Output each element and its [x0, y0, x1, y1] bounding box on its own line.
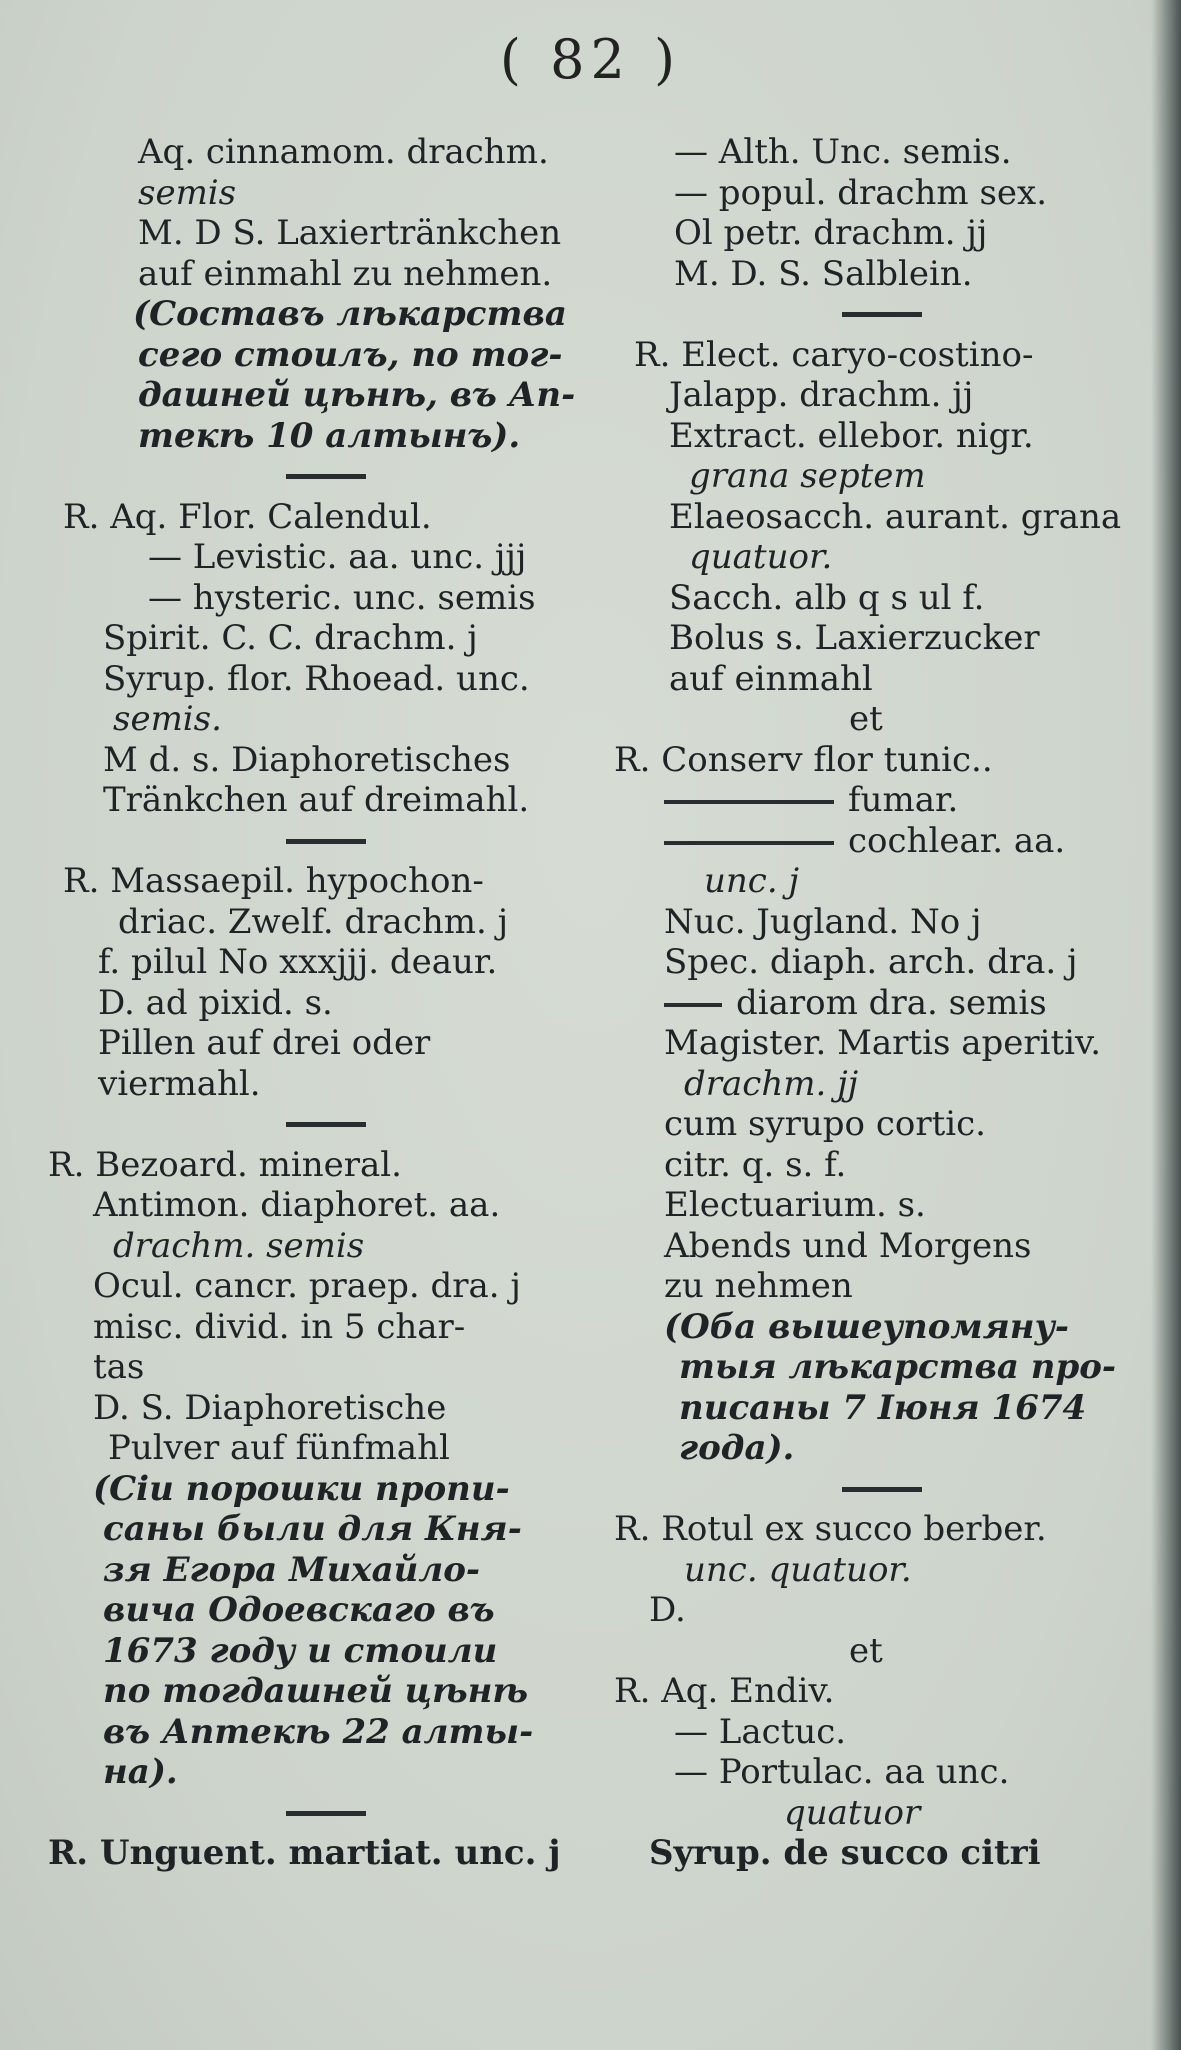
text-line	[48, 1226, 603, 1267]
line-text: Jalapp. drachm. jj	[669, 375, 974, 415]
line-text: Elaeosacch. aurant. grana	[669, 496, 1122, 537]
line-text: Pillen auf drei oder	[98, 1023, 431, 1063]
line-text: semis	[138, 172, 237, 213]
line-text: driac. Zwelf. drachm. j	[118, 901, 509, 942]
right-column	[614, 132, 1149, 1874]
text-line	[48, 1145, 603, 1186]
line-text: (Сіи порошки пропи-	[93, 1468, 510, 1509]
line-text: cum syrupo cortic.	[664, 1104, 986, 1144]
line-text: R. Elect. caryo-costino-	[634, 334, 1034, 375]
text-line	[614, 1266, 1149, 1307]
line-text: Aq. cinnamom. drachm.	[138, 132, 549, 172]
line-text: quatuor.	[689, 537, 833, 577]
line-text: Tränkchen auf dreimahl.	[103, 780, 530, 820]
text-line	[614, 1226, 1149, 1267]
line-text: et	[849, 1630, 883, 1671]
section-divider	[48, 1104, 603, 1145]
text-line	[614, 1023, 1149, 1064]
text-line	[614, 375, 1149, 416]
line-text: R. Rotul ex succo berber.	[614, 1509, 1047, 1549]
text-line	[614, 1104, 1149, 1145]
line-text: R. Massaepil. hypochon-	[63, 861, 484, 901]
text-line	[48, 1671, 603, 1712]
line-text: R. Aq. Flor. Calendul.	[63, 496, 432, 537]
line-text: auf einmahl	[669, 658, 873, 699]
text-line	[48, 1752, 603, 1793]
line-text: Nuc. Jugland. No j	[664, 901, 982, 942]
line-text: Spirit. C. C. drachm. j	[103, 618, 478, 658]
text-line	[48, 1023, 603, 1064]
line-text: fumar.	[848, 780, 959, 820]
line-text: сего стоилъ, по тог-	[138, 334, 563, 375]
line-text: zu nehmen	[664, 1266, 853, 1306]
line-text: misc. divid. in 5 char-	[93, 1306, 466, 1347]
text-line	[614, 1388, 1149, 1429]
text-line	[48, 254, 603, 295]
text-line	[48, 132, 603, 173]
text-line	[48, 1550, 603, 1591]
text-line	[48, 1509, 603, 1550]
text-line	[614, 699, 1149, 740]
line-text: f. pilul No xxxjjj. deaur.	[98, 942, 498, 982]
text-line	[614, 821, 1149, 862]
line-text: M d. s. Diaphoretisches	[103, 739, 511, 780]
page-number: ( 82 )	[499, 28, 682, 91]
line-text: D.	[649, 1590, 686, 1630]
line-text: D. S. Diaphoretische	[93, 1387, 447, 1428]
line-text: (Составъ лѣкарства	[133, 294, 567, 334]
page-edge-shadow	[1151, 0, 1181, 2050]
ditto-dash	[664, 800, 834, 804]
line-text: тыя лѣкарства про-	[679, 1347, 1117, 1387]
text-line	[48, 1631, 603, 1672]
line-text: Syrup. flor. Rhoead. unc.	[103, 658, 530, 699]
line-text: unc. quatuor.	[684, 1549, 912, 1590]
text-line	[614, 1671, 1149, 1712]
text-line	[48, 1428, 603, 1469]
text-line	[614, 132, 1149, 173]
text-line	[48, 942, 603, 983]
text-line	[48, 1469, 603, 1510]
section-divider	[614, 294, 1149, 335]
text-line	[614, 1631, 1149, 1672]
section-divider	[614, 1469, 1149, 1510]
line-text: D. ad pixid. s.	[98, 982, 333, 1023]
line-text: по тогдашней цѣнѣ	[103, 1671, 529, 1711]
line-text: на).	[103, 1752, 178, 1792]
text-line	[614, 1185, 1149, 1226]
line-text: вича Одоевскаго въ	[103, 1590, 495, 1630]
line-text: Spec. diaph. arch. dra. j	[664, 942, 1078, 982]
text-line	[48, 335, 603, 376]
text-line	[48, 902, 603, 943]
text-line	[614, 1550, 1149, 1591]
text-line	[48, 740, 603, 781]
line-text: (Оба вышеупомяну-	[664, 1306, 1070, 1347]
text-line	[614, 254, 1149, 295]
text-line	[614, 537, 1149, 578]
text-line	[614, 1833, 1149, 1874]
text-line	[48, 416, 603, 457]
line-text: R. Conserv flor tunic..	[614, 739, 993, 780]
text-line	[48, 1347, 603, 1388]
text-line	[48, 173, 603, 214]
line-text: tas	[93, 1347, 145, 1387]
text-line	[614, 416, 1149, 457]
line-text: Syrup. de succo citri	[649, 1833, 1041, 1873]
text-line	[614, 578, 1149, 619]
line-text: M. D. S. Salblein.	[674, 253, 973, 294]
text-line	[48, 213, 603, 254]
line-text: Bolus s. Laxierzucker	[669, 618, 1040, 658]
text-line	[614, 659, 1149, 700]
line-text: Ocul. cancr. praep. dra. j	[93, 1266, 521, 1306]
line-text: R. Aq. Endiv.	[614, 1671, 835, 1711]
text-line	[614, 983, 1149, 1024]
line-text: — Alth. Unc. semis.	[674, 132, 1012, 172]
line-text: — Lactuc.	[674, 1711, 847, 1752]
line-text: — Portulac. aa unc.	[674, 1752, 1010, 1792]
line-text: зя Егора Михайло-	[103, 1549, 481, 1590]
line-text: — hysteric. unc. semis	[148, 577, 536, 618]
text-line	[48, 578, 603, 619]
line-text: citr. q. s. f.	[664, 1144, 847, 1185]
text-line	[48, 780, 603, 821]
text-line	[48, 1185, 603, 1226]
text-line	[48, 983, 603, 1024]
line-text: Ol petr. drachm. jj	[674, 213, 988, 253]
line-text: R. Bezoard. mineral.	[48, 1144, 402, 1185]
text-line	[614, 780, 1149, 821]
text-line	[614, 861, 1149, 902]
text-line	[614, 1145, 1149, 1186]
text-line	[614, 618, 1149, 659]
text-line	[614, 902, 1149, 943]
text-line	[614, 1793, 1149, 1834]
text-line	[614, 173, 1149, 214]
text-line	[48, 1307, 603, 1348]
line-text: писаны 7 Іюня 1674	[679, 1387, 1087, 1428]
text-line	[48, 1590, 603, 1631]
line-text: semis.	[113, 699, 222, 739]
line-text: drachm. jj	[684, 1063, 859, 1104]
text-line	[614, 497, 1149, 538]
line-text: R. Unguent. martiat. unc. j	[48, 1833, 561, 1873]
line-text: et	[849, 699, 883, 739]
line-text: года).	[679, 1428, 795, 1468]
section-divider	[48, 456, 603, 497]
line-text: M. D S. Laxiertränkchen	[138, 213, 562, 253]
section-divider	[48, 821, 603, 862]
text-line	[614, 1752, 1149, 1793]
line-text: grana septem	[689, 456, 926, 496]
text-line	[614, 456, 1149, 497]
section-divider	[48, 1793, 603, 1834]
text-line	[48, 1712, 603, 1753]
line-text: Sacch. alb q s ul f.	[669, 577, 985, 618]
text-line	[48, 375, 603, 416]
left-column	[48, 132, 603, 1874]
text-line	[48, 1064, 603, 1105]
line-text: — Levistic. aa. unc. jjj	[148, 537, 527, 577]
ditto-dash	[664, 1003, 722, 1007]
text-line	[48, 294, 603, 335]
line-text: Antimon. diaphoret. aa.	[93, 1185, 501, 1225]
line-text: Magister. Martis aperitiv.	[664, 1023, 1102, 1063]
line-text: diarom dra. semis	[736, 982, 1047, 1023]
line-text: auf einmahl zu nehmen.	[138, 253, 553, 294]
line-text: cochlear. aa.	[848, 820, 1066, 861]
ditto-dash	[664, 841, 834, 845]
line-text: — popul. drachm sex.	[674, 172, 1048, 213]
line-text: Abends und Morgens	[664, 1225, 1032, 1266]
text-line	[48, 861, 603, 902]
text-line	[48, 699, 603, 740]
line-text: въ Аптекѣ 22 алты-	[103, 1711, 534, 1752]
text-line	[614, 335, 1149, 376]
text-line	[48, 659, 603, 700]
line-text: текѣ 10 алтынъ).	[138, 415, 521, 456]
text-line	[614, 1347, 1149, 1388]
text-line	[48, 1833, 603, 1874]
text-line	[614, 213, 1149, 254]
text-line	[48, 1388, 603, 1429]
line-text: 1673 году и стоили	[103, 1630, 498, 1671]
line-text: viermahl.	[98, 1063, 261, 1104]
text-line	[614, 1307, 1149, 1348]
line-text: саны были для Кня-	[103, 1509, 522, 1549]
text-line	[48, 618, 603, 659]
text-line	[614, 942, 1149, 983]
line-text: quatuor	[784, 1792, 921, 1833]
text-line	[614, 1712, 1149, 1753]
line-text: дашней цѣнѣ, въ Ап-	[138, 375, 576, 415]
line-text: drachm. semis	[113, 1225, 365, 1266]
text-line	[614, 1064, 1149, 1105]
text-line	[614, 740, 1149, 781]
text-line	[614, 1590, 1149, 1631]
line-text: Electuarium. s.	[664, 1185, 926, 1225]
line-text: Extract. ellebor. nigr.	[669, 415, 1034, 456]
text-line	[614, 1509, 1149, 1550]
text-line	[48, 1266, 603, 1307]
text-line	[48, 497, 603, 538]
line-text: unc. j	[704, 861, 799, 901]
text-line	[48, 537, 603, 578]
text-line	[614, 1428, 1149, 1469]
line-text: Pulver auf fünfmahl	[108, 1428, 450, 1468]
